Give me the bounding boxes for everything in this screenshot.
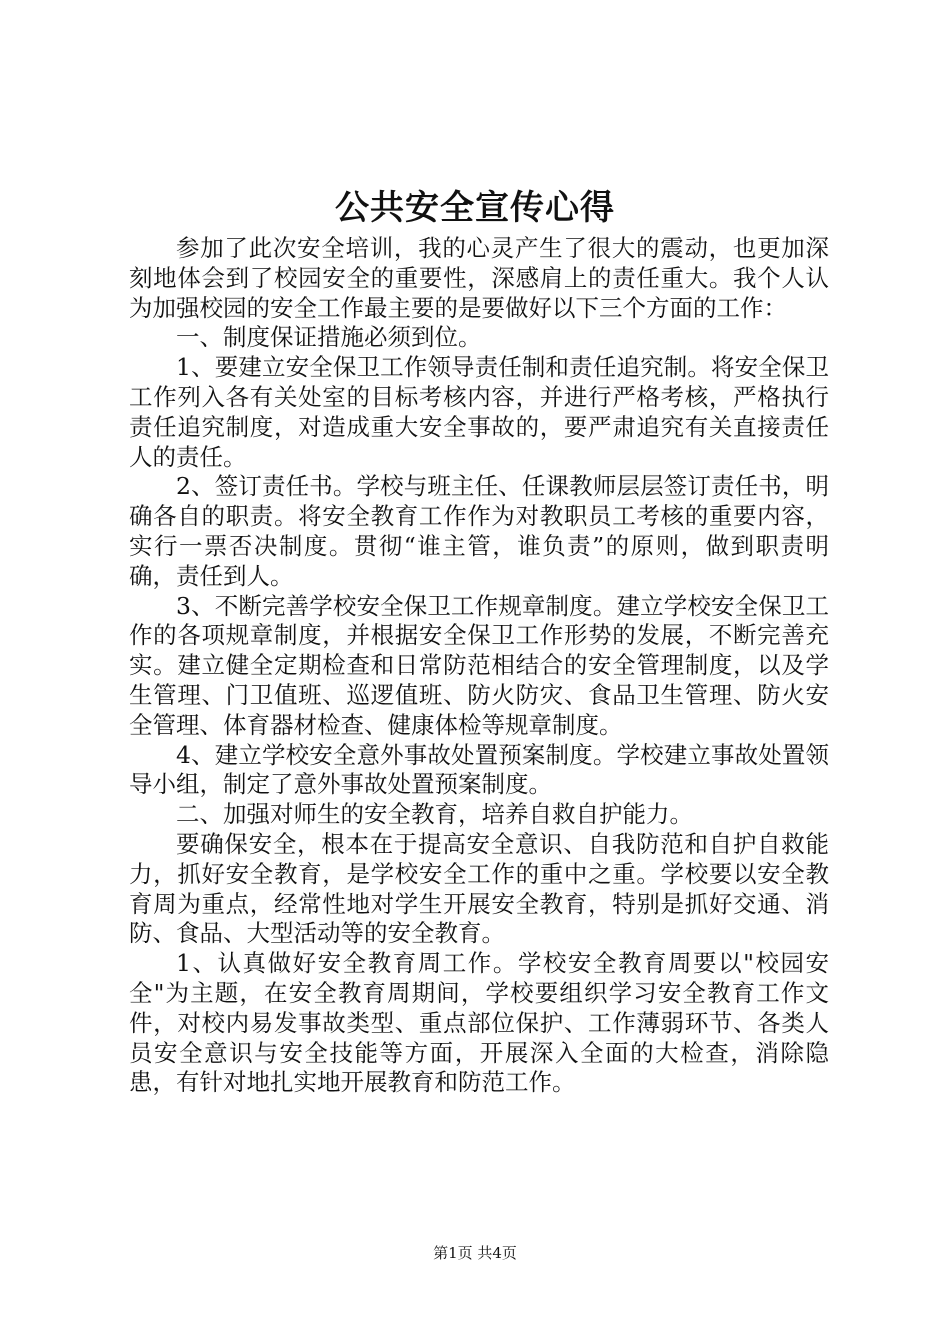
- paragraph-section-1-heading: 一、制度保证措施必须到位。: [176, 323, 482, 352]
- paragraph-item-4: 4、建立学校安全意外事故处置预案制度。学校建立事故处置领导小组，制定了意外事故处置预案制度。: [129, 740, 829, 799]
- document-title: 公共安全宣传心得: [335, 188, 615, 228]
- paragraph-item-3: 3、不断完善学校安全保卫工作规章制度。建立学校安全保卫工作的各项规章制度，并根据安全保卫工作形势的发展，不断完善充实。建立健全定期检查和日常防范相结合的安全管理制度，以及学生管理、门卫值班、巡逻值班、防火防灾、食品卫生管理、防火安全管理、体育器材检查、健康体检等规章制度。: [129, 591, 829, 739]
- paragraph-intro: 参加了此次安全培训，我的心灵产生了很大的震动，也更加深刻地体会到了校园安全的重要性，深感肩上的责任重大。我个人认为加强校园的安全工作最主要的是要做好以下三个方面的工作：: [129, 234, 829, 322]
- paragraph-section-2-item-1: 1、认真做好安全教育周工作。学校安全教育周要以"校园安全"为主题，在安全教育周期间，学校要组织学习安全教育工作文件，对校内易发事故类型、重点部位保护、工作薄弱环节、各类人员安全意识与安全技能等方面，开展深入全面的大检查，消除隐患，有针对地扎实地开展教育和防范工作。: [129, 949, 829, 1097]
- paragraph-item-2: 2、签订责任书。学校与班主任、任课教师层层签订责任书，明确各自的职责。将安全教育工作作为对教职员工考核的重要内容，实行一票否决制度。贯彻“谁主管，谁负责”的原则，做到职责明确，责任到人。: [129, 472, 829, 590]
- paragraph-section-2-heading: 二、加强对师生的安全教育，培养自救自护能力。: [176, 800, 693, 829]
- page-number-footer: 第1页 共4页: [433, 1244, 517, 1262]
- document-body: [129, 234, 829, 1098]
- paragraph-section-2-intro: 要确保安全，根本在于提高安全意识、自我防范和自护自救能力，抓好安全教育，是学校安全工作的重中之重。学校要以安全教育周为重点，经常性地对学生开展安全教育，特别是抓好交通、消防、食品、大型活动等的安全教育。: [129, 829, 829, 948]
- paragraph-item-1: 1、要建立安全保卫工作领导责任制和责任追究制。将安全保卫工作列入各有关处室的目标考核内容，并进行严格考核，严格执行责任追究制度，对造成重大安全事故的，要严肃追究有关直接责任人的责任。: [129, 353, 829, 471]
